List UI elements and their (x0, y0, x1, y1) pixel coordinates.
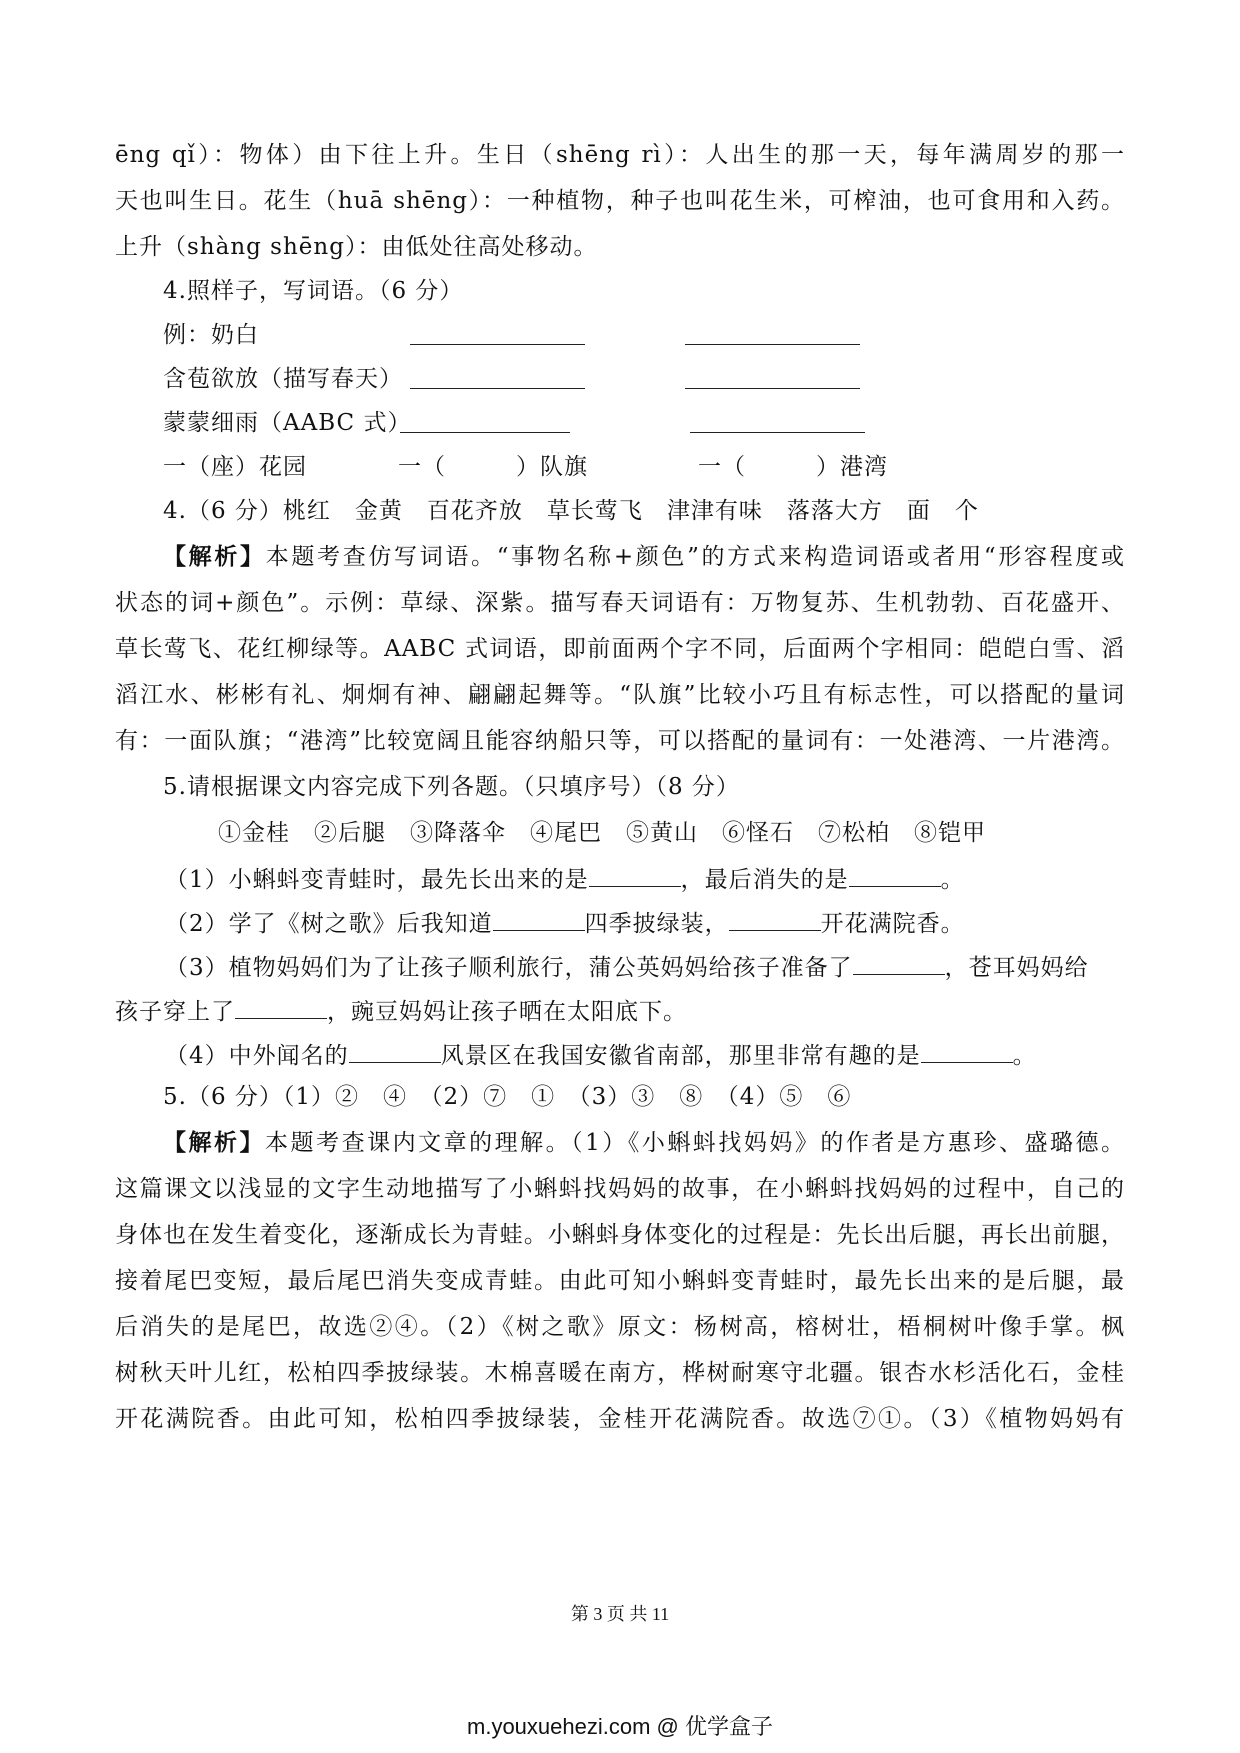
analysis-tag: 【解析】 (163, 1129, 266, 1156)
answer-blank[interactable] (410, 320, 585, 345)
text-line: ēng qǐ）：物体）由下往上升。生日（shēng rì）：人出生的那一天，每年满周岁的那一 (115, 142, 1125, 168)
measure-word-item-harbor: 一（ ）港湾 (698, 454, 888, 480)
answer-blank[interactable] (685, 320, 860, 345)
measure-word-item-flag: 一（ ）队旗 (398, 454, 588, 480)
q4-analysis-line: 状态的词+颜色”。示例：草绿、深紫。描写春天词语有：万物复苏、生机勃勃、百花盛开、 (115, 590, 1125, 616)
watermark: m.youxuehezi.com @ 优学盒子 (467, 1714, 773, 1739)
q4-answer: 4.（6 分）桃红 金黄 百花齐放 草长莺飞 津津有味 落落大方 面 个 (163, 498, 979, 524)
answer-blank[interactable] (685, 364, 860, 389)
answer-blank[interactable] (853, 950, 945, 975)
answer-blank[interactable] (729, 906, 821, 931)
answer-blank[interactable] (235, 994, 327, 1019)
q4-analysis-line: 草长莺飞、花红柳绿等。AABC 式词语，即前面两个字不同，后面两个字相同：皑皑白雪、滔 (115, 636, 1125, 662)
answer-blank[interactable] (921, 1038, 1013, 1063)
q5-analysis-line: 树秋天叶儿红，松柏四季披绿装。木棉喜暖在南方，桦树耐寒守北疆。银杏水杉活化石，金桂 (115, 1360, 1125, 1386)
q5-options: ①金桂 ②后腿 ③降落伞 ④尾巴 ⑤黄山 ⑥怪石 ⑦松柏 ⑧铠甲 (218, 820, 986, 846)
q5-analysis-line: 这篇课文以浅显的文字生动地描写了小蝌蚪找妈妈的故事，在小蝌蚪找妈妈的过程中，自己的 (115, 1176, 1125, 1202)
q5-item-4: （4）中外闻名的 风景区在我国安徽省南部，那里非常有趣的是 。 (165, 1038, 1175, 1071)
q5-item-2: （2）学了《树之歌》后我知道 四季披绿装， 开花满院香。 (165, 906, 1175, 939)
q4-analysis-line: 滔江水、彬彬有礼、炯炯有神、翩翩起舞等。“队旗”比较小巧且有标志性，可以搭配的量词 (115, 682, 1125, 708)
q5-answer: 5.（6 分）（1）② ④ （2）⑦ ① （3）③ ⑧ （4）⑤ ⑥ (163, 1084, 852, 1110)
q5-analysis-line: 身体也在发生着变化，逐渐成长为青蛙。小蝌蚪身体变化的过程是：先长出后腿，再长出前腿， (115, 1222, 1125, 1248)
answer-blank[interactable] (410, 364, 585, 389)
q5-analysis-line: 开花满院香。由此可知，松柏四季披绿装，金桂开花满院香。故选⑦①。（3）《植物妈妈有 (115, 1406, 1125, 1432)
q5-analysis-line: 后消失的是尾巴，故选②④。（2）《树之歌》原文：杨树高，榕树壮，梧桐树叶像手掌。枫 (115, 1314, 1125, 1340)
answer-blank[interactable] (349, 1038, 441, 1063)
answer-blank[interactable] (589, 862, 681, 887)
q4-example-label: 例：奶白 (163, 322, 259, 348)
page-footer: 第 3 页 共 11 (570, 1604, 670, 1624)
q4-analysis-line: 【解析】本题考查仿写词语。“事物名称+颜色”的方式来构造词语或者用“形容程度或 (163, 543, 1126, 570)
text-line: 上升（shàng shēng）：由低处往高处移动。 (115, 234, 598, 260)
q4-example-row (163, 320, 1173, 350)
question-4-title: 4.照样子，写词语。（6 分） (163, 278, 464, 304)
q4-analysis-line: 有：一面队旗；“港湾”比较宽阔且能容纳船只等，可以搭配的量词有：一处港湾、一片港湾。 (115, 728, 1125, 754)
q4-measure-word-row (163, 452, 1173, 482)
answer-blank[interactable] (690, 408, 865, 433)
q5-item-3: （3）植物妈妈们为了让孩子顺利旅行，蒲公英妈妈给孩子准备了 ，苍耳妈妈给 (165, 950, 1175, 983)
answer-blank[interactable] (849, 862, 941, 887)
q5-analysis-line: 接着尾巴变短，最后尾巴消失变成青蛙。由此可知小蝌蚪变青蛙时，最先长出来的是后腿，最 (115, 1268, 1125, 1294)
answer-blank[interactable] (400, 408, 570, 433)
measure-word-example: 一（座）花园 (163, 454, 307, 480)
q5-item-3-cont: 孩子穿上了 ，豌豆妈妈让孩子晒在太阳底下。 (115, 994, 1125, 1027)
answer-blank[interactable] (493, 906, 585, 931)
q4-row-label: 蒙蒙细雨（AABC 式） (163, 410, 412, 436)
analysis-tag: 【解析】 (163, 543, 266, 570)
q4-row-spring (163, 364, 1173, 394)
text-line: 天也叫生日。花生（huā shēng）：一种植物，种子也叫花生米，可榨油，也可食用和入药。 (115, 188, 1125, 214)
q5-analysis-line: 【解析】本题考查课内文章的理解。（1）《小蝌蚪找妈妈》的作者是方惠珍、盛璐德。 (163, 1129, 1126, 1156)
q4-row-aabc (163, 408, 1173, 438)
question-5-title: 5.请根据课文内容完成下列各题。（只填序号）（8 分） (163, 774, 740, 800)
q5-item-1: （1）小蝌蚪变青蛙时，最先长出来的是 ，最后消失的是 。 (165, 862, 1175, 895)
q4-row-label: 含苞欲放（描写春天） (163, 366, 403, 392)
